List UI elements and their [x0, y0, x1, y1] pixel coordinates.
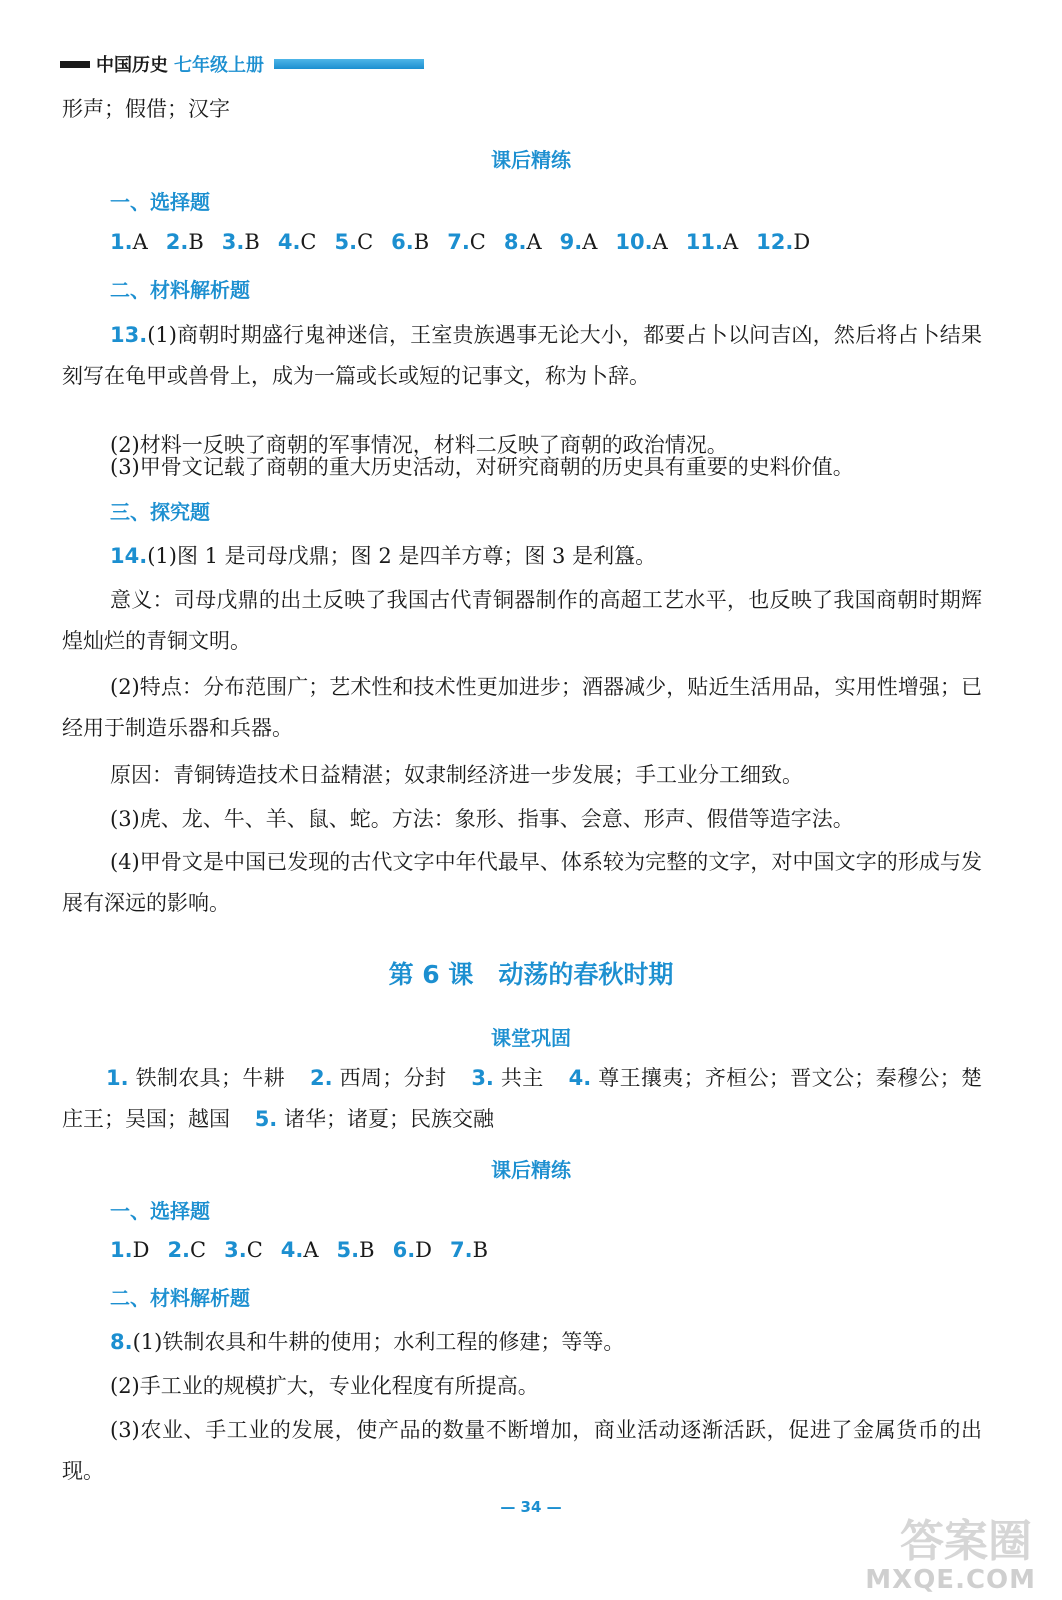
choice-answer-2-number-4: 4.	[280, 1238, 304, 1262]
choice-answer-1-number-10: 10.	[615, 230, 653, 254]
choice-answer-1-number-2: 2.	[165, 230, 189, 254]
class-item-1-number: 1.	[106, 1066, 129, 1090]
q13-part3: (3)甲骨文记载了商朝的重大历史活动，对研究商朝的历史具有重要的史料价值。	[110, 455, 854, 479]
class-item-4-text: 尊王攘夷；齐桓公；晋文公；秦穆公；楚庄王；吴国；越国	[62, 1066, 982, 1131]
choice-answer-2-letter-7: B	[472, 1238, 489, 1262]
page-number: — 34 —	[500, 1498, 562, 1516]
q14-number: 14.	[110, 544, 148, 568]
q14-reason: 原因：青铜铸造技术日益精湛；奴隶制经济进一步发展；手工业分工细致。	[110, 763, 803, 787]
choice-answer-1-letter-8: A	[526, 230, 542, 254]
running-header	[60, 52, 424, 76]
q14-meaning: 意义：司母戊鼎的出土反映了我国古代青铜器制作的高超工艺水平，也反映了我国商朝时期辉煌灿烂的青铜文明。	[62, 588, 982, 653]
choice-answer-2-letter-2: C	[190, 1238, 207, 1262]
heading-after-class-2: 课后精练	[491, 1158, 571, 1182]
q14-part1	[62, 536, 982, 577]
choice-answer-1-letter-11: A	[722, 230, 739, 254]
watermark-mark: 答案圈	[900, 1516, 1032, 1567]
choice-answer-1-number-3: 3.	[221, 230, 245, 254]
heading-after-class-1: 课后精练	[491, 148, 571, 172]
choice-answer-2-letter-6: D	[415, 1238, 433, 1262]
choice-answer-2-number-6: 6.	[392, 1238, 416, 1262]
section-choice-1: 一、选择题	[110, 190, 210, 214]
choice-answer-1-number-12: 12.	[756, 230, 794, 254]
header-subject: 中国历史	[96, 55, 168, 76]
choice-answer-1-number-9: 9.	[559, 230, 583, 254]
choice-answer-1-number-6: 6.	[391, 230, 414, 254]
choice-answer-1-letter-12: D	[793, 230, 811, 254]
q14-part4: (4)甲骨文是中国已发现的古代文字中年代最早、体系较为完整的文字，对中国文字的形成与发展有深远的影响。	[62, 850, 982, 915]
watermark	[865, 1505, 1042, 1595]
q8-part3: (3)农业、手工业的发展，使产品的数量不断增加，商业活动逐渐活跃，促进了金属货币的出现。	[62, 1418, 982, 1483]
q13-part1-text: (1)商朝时期盛行鬼神迷信，王室贵族遇事无论大小，都要占卜以问吉凶，然后将占卜结果刻写在龟甲或兽骨上，成为一篇或长或短的记事文，称为卜辞。	[62, 323, 982, 388]
lesson-title: 第 6 课 动荡的春秋时期	[388, 960, 674, 989]
choice-answer-1-letter-5: C	[357, 230, 374, 254]
choice-answers-1	[110, 230, 828, 254]
class-answers	[62, 1058, 982, 1140]
choice-answer-2-letter-3: C	[246, 1238, 263, 1262]
q8-number: 8.	[110, 1330, 133, 1354]
q8-part2: (2)手工业的规模扩大，专业化程度有所提高。	[110, 1374, 539, 1398]
header-grade: 七年级上册	[174, 55, 264, 76]
choice-answer-1-letter-1: A	[132, 230, 148, 254]
choice-answer-1-letter-6: B	[413, 230, 430, 254]
q8-part1	[62, 1322, 982, 1363]
choice-answer-1-letter-9: A	[582, 230, 598, 254]
class-item-2-number: 2.	[310, 1066, 333, 1090]
top-line: 形声；假借；汉字	[62, 97, 230, 121]
q13-part1	[62, 315, 982, 397]
choice-answer-2-number-1: 1.	[110, 1238, 133, 1262]
choice-answer-2-letter-1: D	[132, 1238, 150, 1262]
choice-answer-1-number-1: 1.	[110, 230, 133, 254]
header-dash	[60, 61, 90, 68]
class-item-3-number: 3.	[471, 1066, 494, 1090]
class-item-3-text: 共主	[500, 1066, 544, 1090]
q13-number: 13.	[110, 323, 148, 347]
choice-answer-1-number-8: 8.	[503, 230, 527, 254]
q8-part1-text: (1)铁制农具和牛耕的使用；水利工程的修建；等等。	[132, 1330, 625, 1354]
heading-in-class: 课堂巩固	[491, 1026, 571, 1050]
choice-answer-1-letter-4: C	[300, 230, 317, 254]
choice-answer-1-number-11: 11.	[685, 230, 723, 254]
q14-part3: (3)虎、龙、牛、羊、鼠、蛇。方法：象形、指事、会意、形声、假借等造字法。	[110, 807, 854, 831]
choice-answer-1-letter-10: A	[652, 230, 668, 254]
q14-part1-text: (1)图 1 是司母戊鼎；图 2 是四羊方尊；图 3 是利簋。	[147, 544, 657, 568]
choice-answer-1-number-7: 7.	[447, 230, 470, 254]
choice-answer-1-number-4: 4.	[277, 230, 301, 254]
choice-answer-2-letter-4: A	[303, 1238, 319, 1262]
q13-part2: (2)材料一反映了商朝的军事情况，材料二反映了商朝的政治情况。	[110, 433, 728, 457]
section-material-1: 二、材料解析题	[110, 278, 250, 302]
header-bar	[274, 59, 424, 69]
section-material-2: 二、材料解析题	[110, 1286, 250, 1310]
class-item-1-text: 铁制农具；牛耕	[135, 1066, 285, 1090]
choice-answer-1-letter-3: B	[244, 230, 260, 254]
choice-answer-2-number-5: 5.	[336, 1238, 360, 1262]
class-item-4-number: 4.	[568, 1066, 592, 1090]
class-item-5-text: 诸华；诸夏；民族交融	[283, 1107, 494, 1131]
watermark-text: MXQE.COM	[865, 1565, 1036, 1595]
choice-answer-2-number-7: 7.	[450, 1238, 473, 1262]
choice-answer-1-number-5: 5.	[334, 230, 358, 254]
choice-answer-2-number-2: 2.	[167, 1238, 191, 1262]
choice-answer-1-letter-2: B	[188, 230, 204, 254]
q14-part2: (2)特点：分布范围广；艺术性和技术性更加进步；酒器减少，贴近生活用品，实用性增强；已经用于制造乐器和兵器。	[62, 675, 982, 740]
choice-answer-1-letter-7: C	[469, 230, 486, 254]
choice-answer-2-number-3: 3.	[224, 1238, 247, 1262]
section-choice-2: 一、选择题	[110, 1199, 210, 1223]
class-item-2-text: 西周；分封	[339, 1066, 447, 1090]
choice-answer-2-letter-5: B	[359, 1238, 375, 1262]
section-explore-1: 三、探究题	[110, 500, 210, 524]
class-item-5-number: 5.	[254, 1107, 278, 1131]
choice-answers-2	[110, 1238, 506, 1262]
